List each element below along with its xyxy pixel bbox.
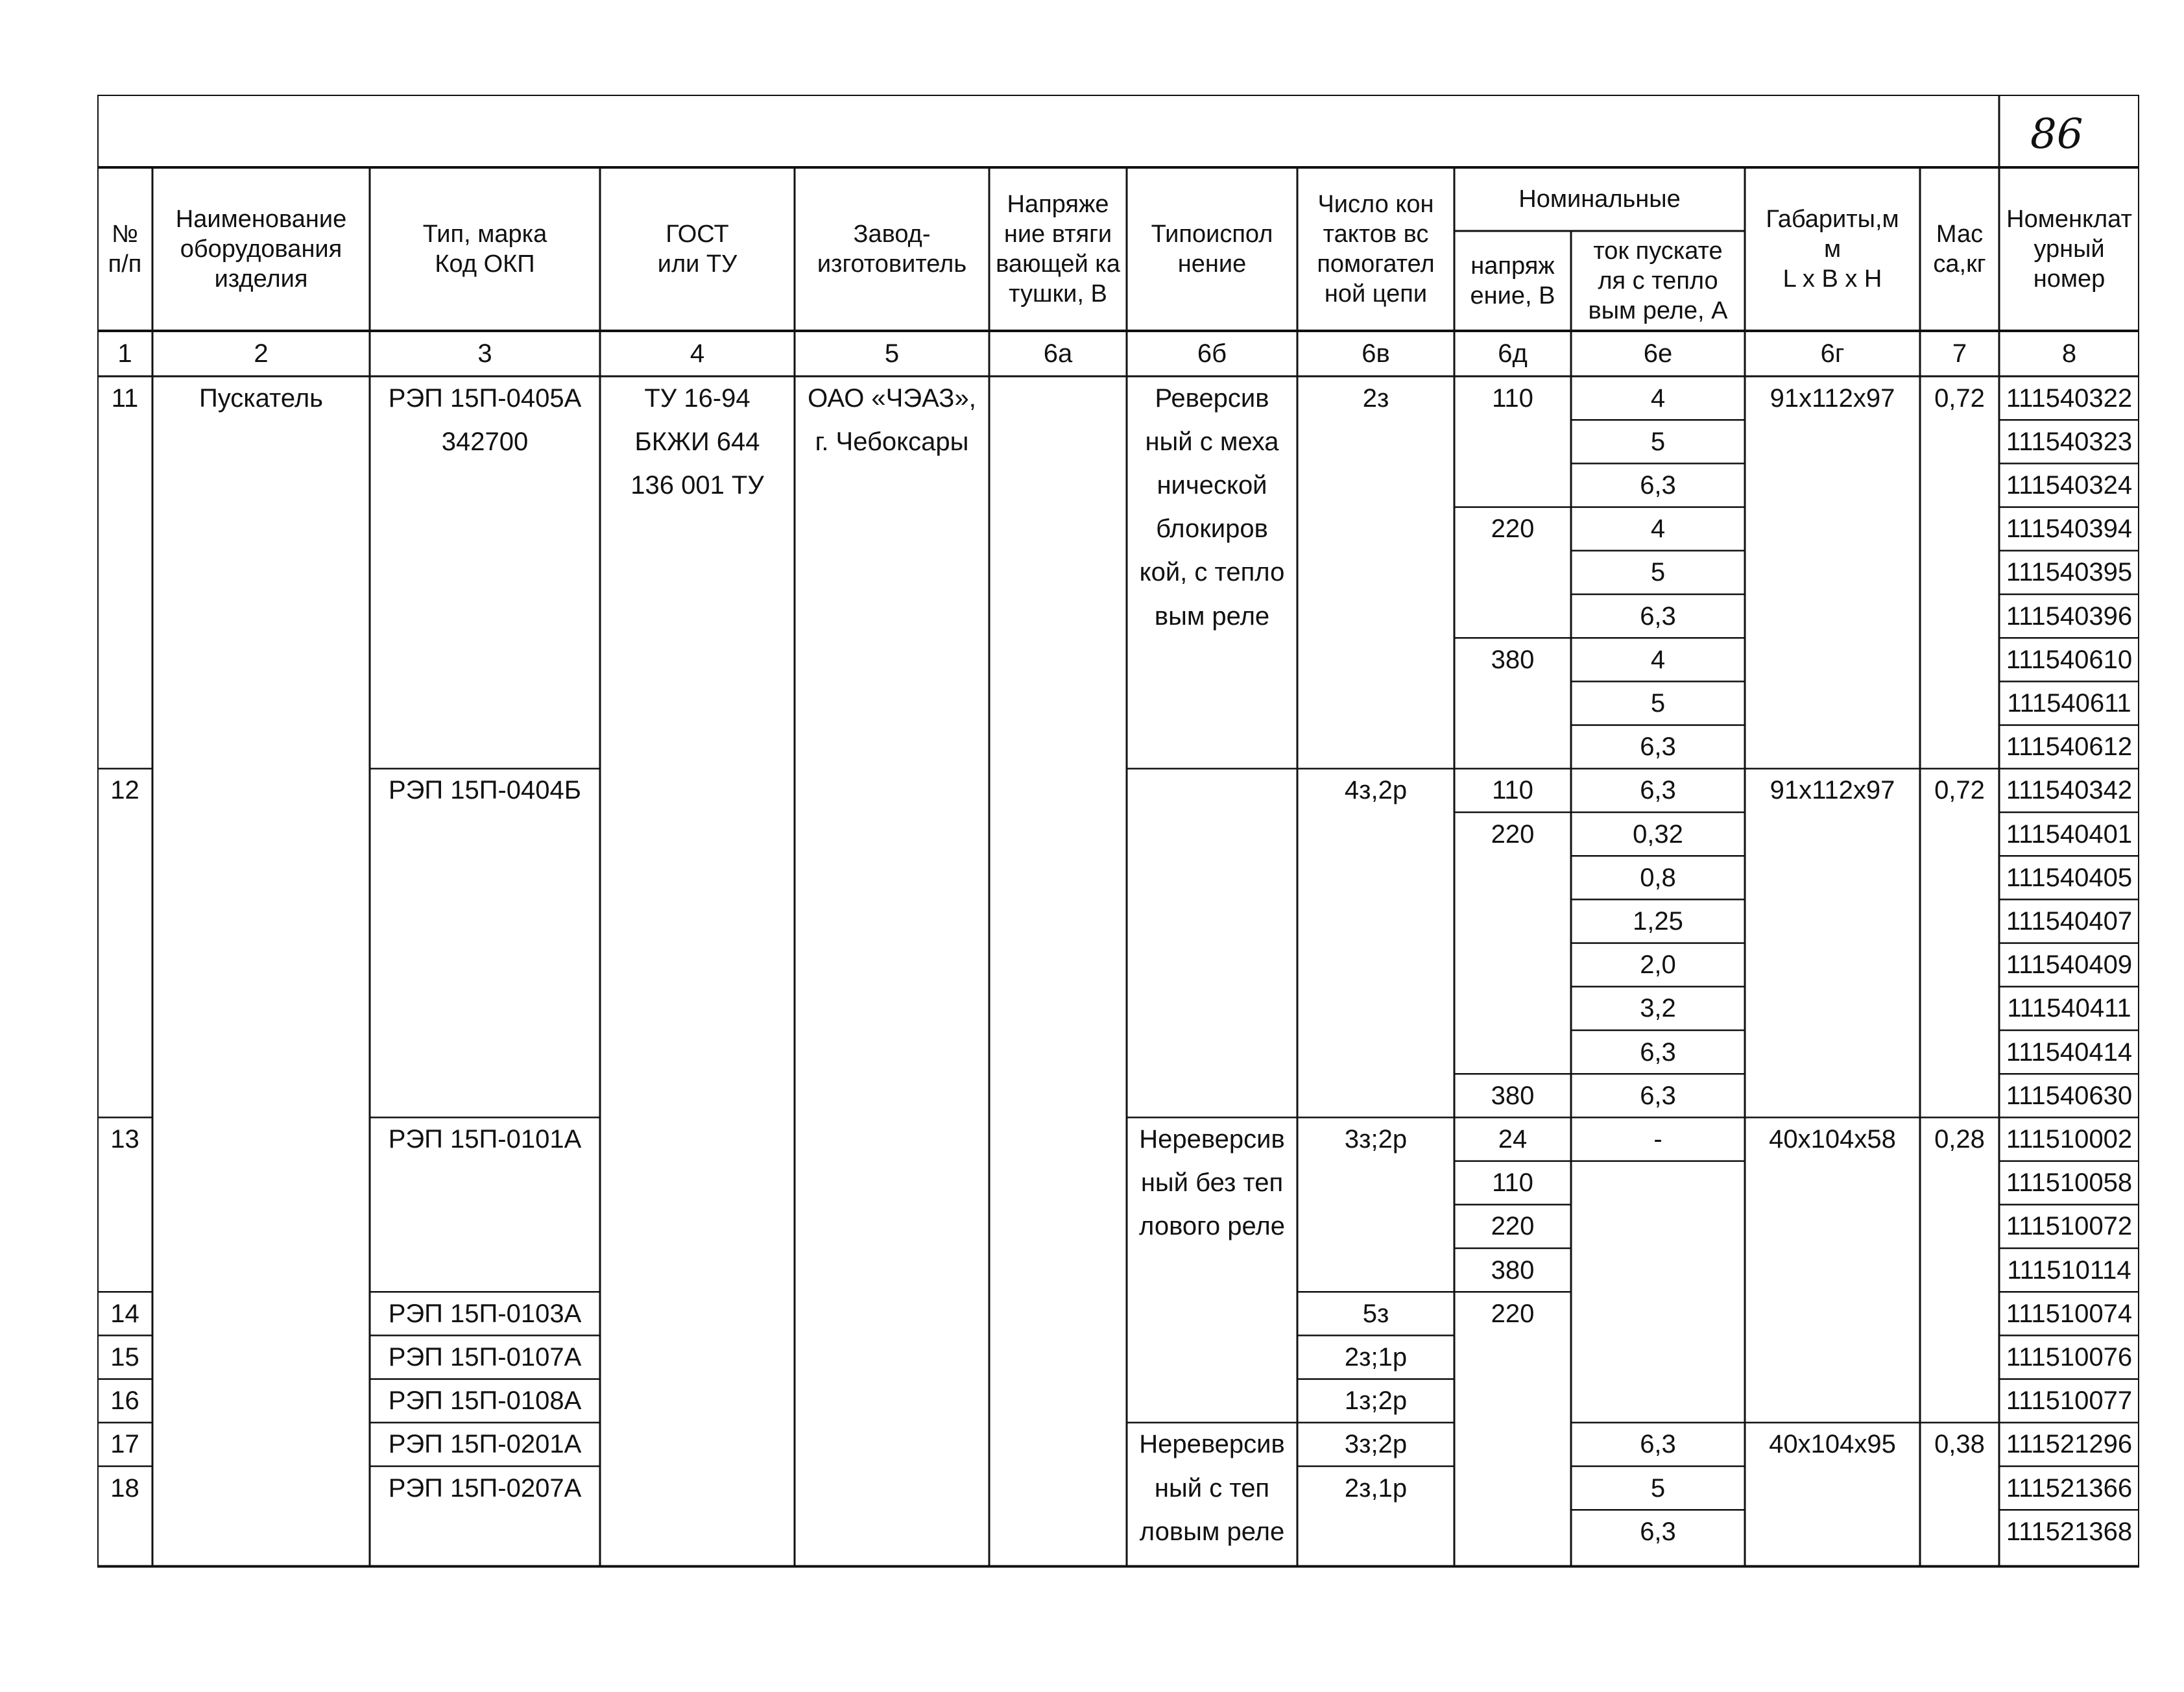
cell-type: РЭП 15П-0207А	[388, 1473, 582, 1503]
cell-current: 1,25	[1633, 907, 1683, 936]
cell-dims: 91x112x97	[1770, 776, 1895, 805]
cell-exec: лового реле	[1139, 1212, 1285, 1241]
cell-current: 0,32	[1633, 819, 1683, 849]
cell-nomen: 111510002	[2006, 1125, 2133, 1154]
cell-current: 3,2	[1640, 994, 1676, 1023]
cell-type: РЭП 15П-0404Б	[388, 776, 582, 805]
cell-type: РЭП 15П-0201А	[388, 1430, 582, 1459]
cell-current: 4	[1650, 645, 1666, 674]
cell-gost: БКЖИ 644	[634, 427, 760, 456]
cell-current: 6,3	[1640, 732, 1676, 762]
column-number: 7	[1952, 339, 1967, 368]
cell-mass: 0,72	[1934, 383, 1985, 413]
cell-no: 16	[110, 1386, 139, 1416]
column-number: 2	[254, 339, 269, 368]
header-execution: Типоиспол нение	[1151, 221, 1273, 278]
header-nominal: Номинальные	[1518, 186, 1681, 213]
cell-factory: ОАО «ЧЭАЗ»,	[808, 383, 976, 413]
cell-nomen: 111540630	[2006, 1081, 2133, 1110]
cell-type: РЭП 15П-0108А	[388, 1386, 582, 1416]
cell-contacts: 1з;2р	[1344, 1386, 1408, 1416]
cell-exec: вым реле	[1154, 601, 1270, 631]
cell-current: 2,0	[1640, 950, 1676, 980]
header-factory: Завод- изготовитель	[817, 221, 967, 278]
cell-nomen: 111510076	[2006, 1343, 2133, 1372]
cell-current: 5	[1650, 558, 1666, 587]
cell-exec: ловым реле	[1139, 1517, 1285, 1546]
cell-no: 12	[110, 776, 139, 805]
cell-current: 6,3	[1640, 1517, 1676, 1546]
cell-type: РЭП 15П-0107А	[388, 1343, 582, 1372]
cell-mass: 0,72	[1934, 776, 1985, 805]
cell-dims: 40x104x95	[1769, 1430, 1896, 1459]
cell-voltage: 380	[1491, 1081, 1535, 1110]
cell-exec: ный с теп	[1154, 1473, 1270, 1503]
column-number: 5	[884, 339, 900, 368]
cell-nomen: 111540612	[2006, 732, 2133, 762]
cell-current: 6,3	[1640, 776, 1676, 805]
cell-nomen: 111510058	[2006, 1168, 2133, 1198]
column-number: 6д	[1498, 339, 1528, 368]
header-mass: Мас са,кг	[1933, 221, 1986, 278]
cell-current: 0,8	[1640, 863, 1676, 892]
cell-contacts: 5з	[1362, 1299, 1389, 1328]
cell-voltage: 380	[1491, 645, 1535, 674]
header-name: Наименование оборудования изделия	[175, 206, 347, 293]
column-number: 3	[477, 339, 492, 368]
column-number: 6а	[1043, 339, 1073, 368]
cell-current: 6,3	[1640, 1037, 1676, 1067]
column-number: 6г	[1820, 339, 1845, 368]
cell-no: 14	[110, 1299, 139, 1328]
cell-nomen: 111540396	[2006, 601, 2133, 631]
header-nominal-voltage: напряж ение, В	[1470, 252, 1555, 309]
header-type: Тип, марка Код ОКП	[422, 221, 547, 278]
cell-voltage: 220	[1491, 819, 1535, 849]
cell-no: 11	[111, 383, 139, 413]
cell-nomen: 111521368	[2006, 1517, 2133, 1546]
cell-current: 5	[1650, 427, 1666, 456]
cell-exec: кой, с тепло	[1139, 558, 1285, 587]
cell-exec: Нереверсив	[1139, 1125, 1285, 1154]
cell-exec: Реверсив	[1155, 383, 1269, 413]
cell-current: -	[1653, 1125, 1662, 1154]
cell-no: 15	[110, 1343, 139, 1372]
cell-contacts: 2з;1р	[1344, 1343, 1408, 1372]
cell-type: 342700	[441, 427, 529, 456]
cell-nomen: 111540611	[2007, 689, 2131, 718]
cell-nomen: 111540395	[2006, 558, 2133, 587]
cell-exec: нической	[1157, 471, 1267, 500]
cell-current: 6,3	[1640, 1081, 1676, 1110]
cell-nomen: 111540324	[2006, 471, 2133, 500]
cell-contacts: 4з,2р	[1344, 776, 1408, 805]
cell-no: 17	[110, 1430, 139, 1459]
cell-exec: Нереверсив	[1139, 1430, 1285, 1459]
cell-nomen: 111521366	[2006, 1473, 2133, 1503]
cell-type: РЭП 15П-0103А	[388, 1299, 582, 1328]
cell-exec: ный с меха	[1145, 427, 1279, 456]
cell-nomen: 111510074	[2006, 1299, 2133, 1328]
cell-current: 6,3	[1640, 1430, 1676, 1459]
header-nominal-current: ток пускате ля с тепло вым реле, А	[1588, 237, 1728, 324]
cell-factory: г. Чебоксары	[815, 427, 969, 456]
header-coil-voltage: Напряже ние втяги вающей ка тушки, В	[996, 191, 1120, 308]
cell-nomen: 111540322	[2006, 383, 2133, 413]
cell-contacts: 3з;2р	[1344, 1125, 1408, 1154]
cell-nomen: 111540405	[2006, 863, 2133, 892]
cell-exec: блокиров	[1156, 514, 1268, 544]
cell-voltage: 220	[1491, 514, 1535, 544]
cell-voltage: 220	[1491, 1299, 1535, 1328]
cell-gost: ТУ 16-94	[644, 383, 750, 413]
header-dimensions: Габариты,м м L x B x H	[1766, 206, 1899, 293]
cell-current: 4	[1650, 383, 1666, 413]
cell-voltage: 220	[1491, 1212, 1535, 1241]
header-gost: ГОСТ или ТУ	[657, 221, 738, 278]
cell-exec: ный без теп	[1140, 1168, 1284, 1198]
cell-nomen: 111540411	[2007, 994, 2131, 1023]
cell-nomen: 111521296	[2006, 1430, 2133, 1459]
cell-voltage: 380	[1491, 1255, 1535, 1285]
cell-nomen: 111540323	[2006, 427, 2133, 456]
cell-no: 13	[110, 1125, 139, 1154]
cell-nomen: 111540407	[2006, 907, 2133, 936]
column-number: 6в	[1362, 339, 1390, 368]
header-contacts: Число кон тактов вс помогател ной цепи	[1317, 191, 1435, 308]
cell-nomen: 111510072	[2006, 1212, 2133, 1241]
cell-current: 4	[1650, 514, 1666, 544]
cell-type: РЭП 15П-0101А	[388, 1125, 582, 1154]
header-nomenclature: Номенклат урный номер	[2006, 206, 2132, 293]
cell-current: 5	[1650, 1473, 1666, 1503]
cell-nomen: 111510114	[2007, 1255, 2131, 1285]
cell-type: РЭП 15П-0405А	[388, 383, 582, 413]
cell-mass: 0,28	[1934, 1125, 1985, 1154]
cell-mass: 0,38	[1934, 1430, 1985, 1459]
column-number: 6е	[1643, 339, 1673, 368]
cell-voltage: 110	[1492, 1168, 1533, 1198]
page-number: 86	[2030, 110, 2083, 158]
cell-contacts: 2з	[1362, 383, 1389, 413]
header-no: № п/п	[108, 221, 142, 278]
cell-current: 5	[1650, 689, 1666, 718]
cell-nomen: 111540401	[2006, 819, 2133, 849]
cell-dims: 40x104x58	[1769, 1125, 1896, 1154]
cell-nomen: 111540394	[2006, 514, 2133, 544]
cell-contacts: 2з,1р	[1344, 1473, 1408, 1503]
cell-current: 6,3	[1640, 601, 1676, 631]
column-number: 1	[117, 339, 132, 368]
cell-nomen: 111540414	[2006, 1037, 2133, 1067]
cell-nomen: 111510077	[2006, 1386, 2133, 1416]
cell-contacts: 3з;2р	[1344, 1430, 1408, 1459]
cell-dims: 91x112x97	[1770, 383, 1895, 413]
cell-voltage: 24	[1498, 1125, 1528, 1154]
column-number: 8	[2061, 339, 2077, 368]
column-number: 6б	[1197, 339, 1227, 368]
cell-nomen: 111540342	[2006, 776, 2133, 805]
cell-name: Пускатель	[198, 383, 323, 413]
cell-current: 6,3	[1640, 471, 1676, 500]
column-number: 4	[690, 339, 705, 368]
cell-voltage: 110	[1492, 776, 1533, 805]
cell-voltage: 110	[1492, 383, 1533, 413]
cell-nomen: 111540610	[2006, 645, 2133, 674]
catalog-table	[97, 95, 2139, 1593]
cell-gost: 136 001 ТУ	[630, 471, 764, 500]
cell-nomen: 111540409	[2006, 950, 2133, 980]
cell-no: 18	[110, 1473, 139, 1503]
